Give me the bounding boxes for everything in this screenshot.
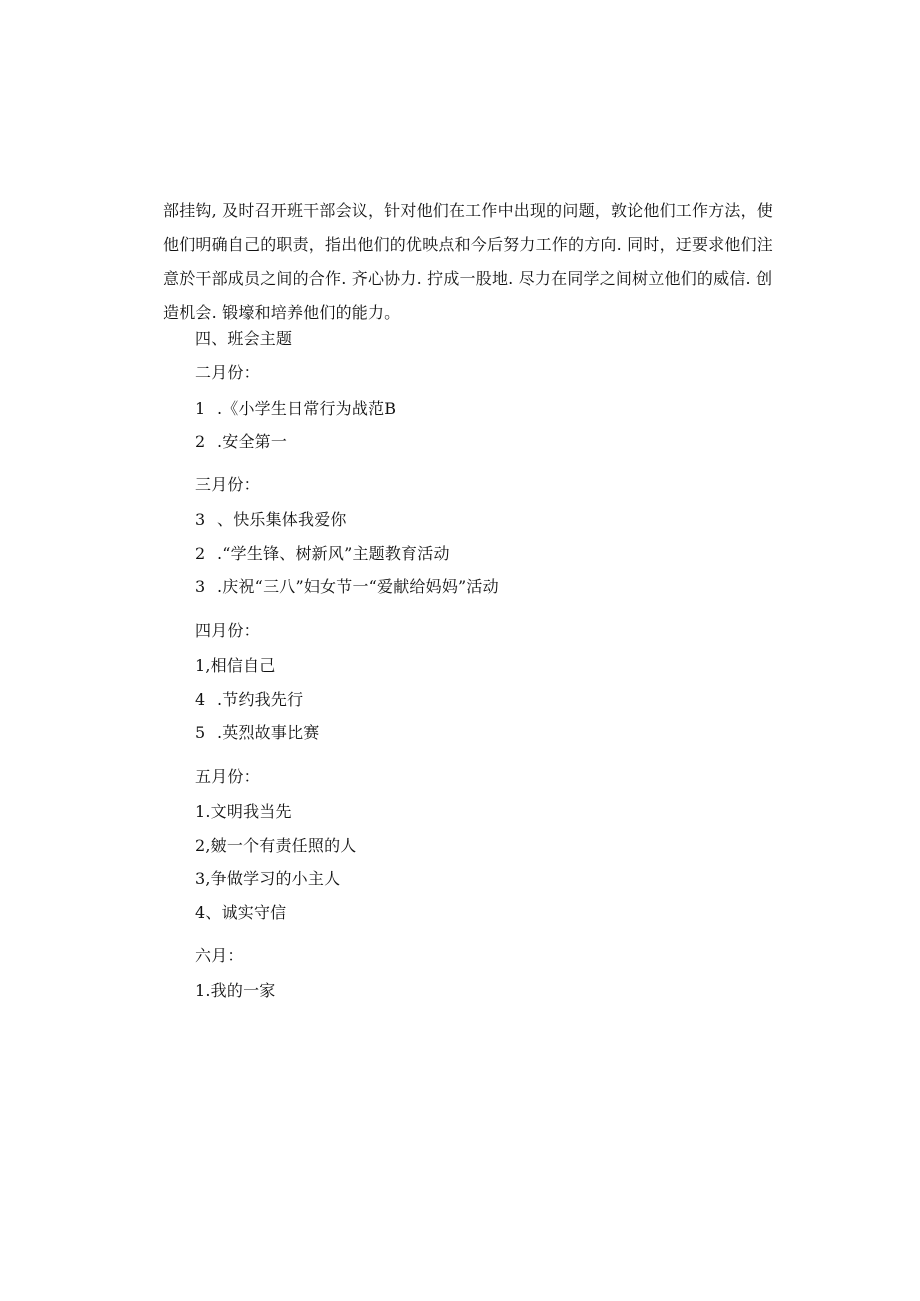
list-item <box>195 576 499 598</box>
item-number: 3 <box>195 577 206 596</box>
list-item <box>195 543 450 565</box>
item-number: 2 <box>195 544 206 563</box>
section-title: 四、班会主题 <box>195 329 293 348</box>
list-item <box>195 398 396 420</box>
list-item <box>195 689 303 711</box>
list-item: 1,相信自己 <box>195 656 276 675</box>
month-heading-jun: 六月： <box>195 946 244 965</box>
item-text: .安全第一 <box>217 432 288 451</box>
list-item: 3,争做学习的小主人 <box>195 869 341 888</box>
item-text: .“学生锋、树新风”主题教育活动 <box>217 544 450 563</box>
list-item <box>195 431 287 453</box>
item-number: 1 <box>195 399 206 418</box>
item-text: .节约我先行 <box>217 690 304 709</box>
paragraph-line: 他们明确自己的职责，指出他们的优映点和今后努力工作的方向. 同时，迂要求他们注 <box>163 235 773 254</box>
item-number: 5 <box>195 723 206 742</box>
paragraph-line: 意於干部成员之间的合作. 齐心协力. 拧成一股地. 尽力在同学之间树立他们的威信. 创 <box>163 269 773 288</box>
item-number: 4 <box>195 690 206 709</box>
list-item: 1.我的一家 <box>195 981 276 1000</box>
item-text: 、快乐集体我爱你 <box>217 510 347 529</box>
item-text: .庆祝“三八”妇女节一“爱献给妈妈”活动 <box>217 577 499 596</box>
list-item <box>195 509 347 531</box>
month-heading-apr: 四月份： <box>195 621 260 640</box>
list-item: 4、诚实守信 <box>195 903 287 922</box>
item-number: 2 <box>195 432 206 451</box>
month-heading-mar: 三月份： <box>195 475 260 494</box>
list-item <box>195 722 320 744</box>
list-item: 1.文明我当先 <box>195 802 292 821</box>
month-heading-may: 五月份： <box>195 767 260 786</box>
item-text: .《小学生日常行为战范B <box>217 399 397 418</box>
body-paragraph <box>163 194 773 330</box>
item-number: 3 <box>195 510 206 529</box>
month-heading-feb: 二月份： <box>195 363 260 382</box>
paragraph-line: 造机会. 锻壕和培养他们的能力。 <box>163 303 401 322</box>
item-text: .英烈故事比赛 <box>217 723 320 742</box>
list-item: 2,皴一个有责任照的人 <box>195 836 357 855</box>
paragraph-line: 部挂钩, 及时召开班干部会议，针对他们在工作中出现的问题，敦论他们工作方法，使 <box>163 201 773 220</box>
